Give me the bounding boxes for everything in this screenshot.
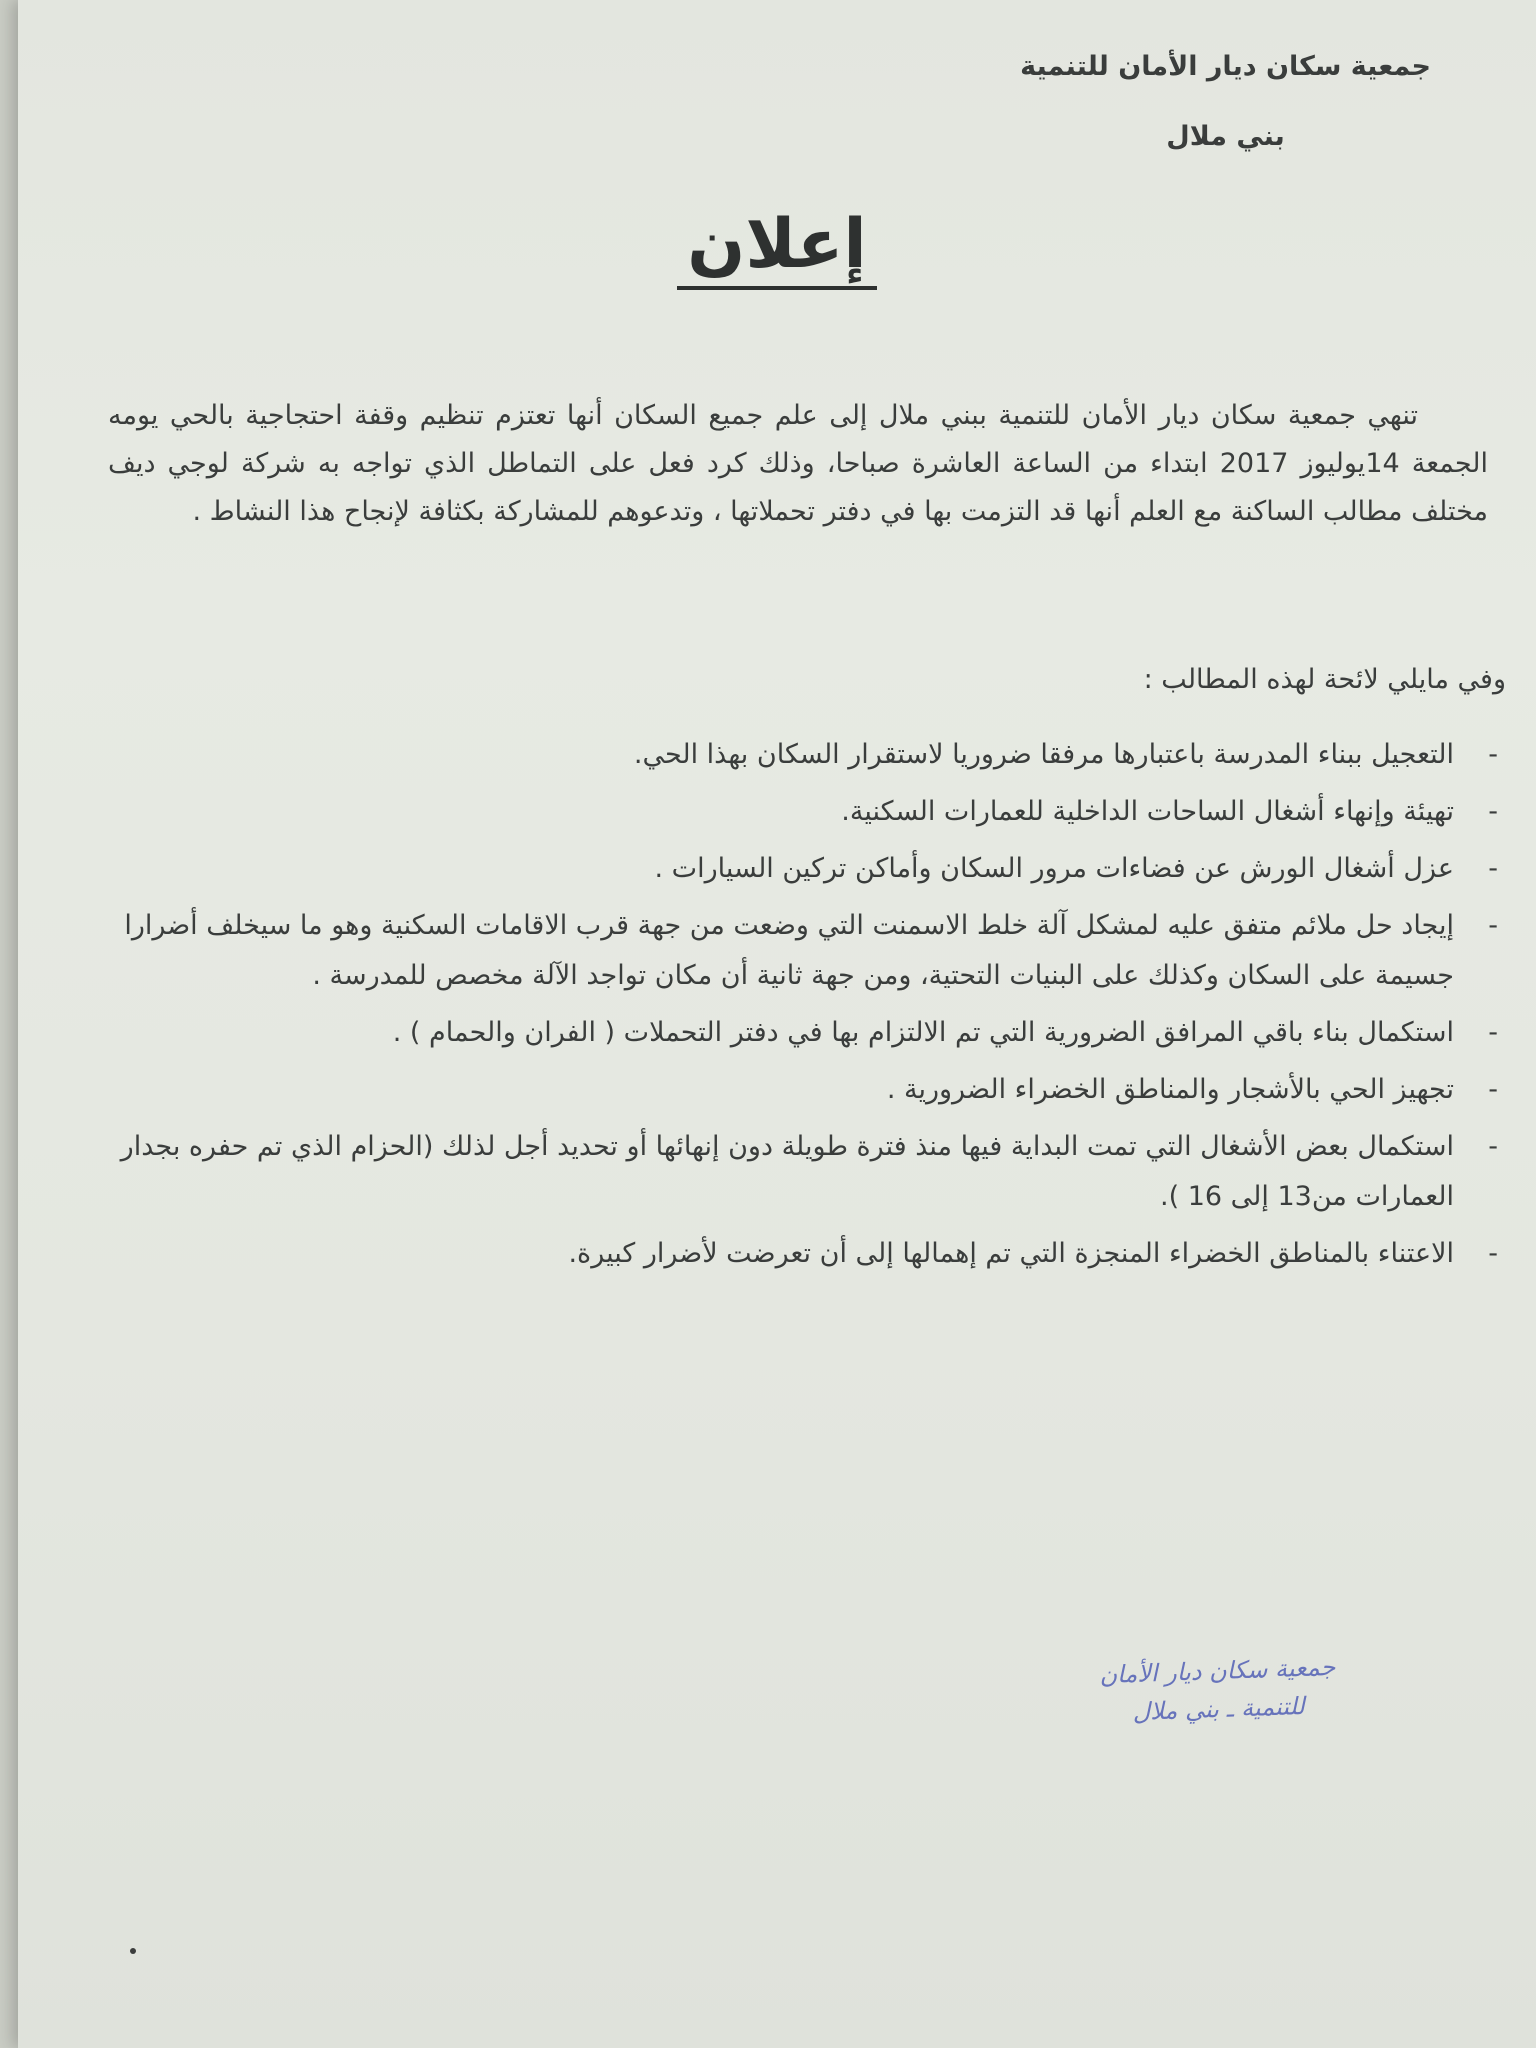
stamp-line-1: جمعية سكان ديار الأمان [1098,1652,1336,1690]
demand-item [98,787,1498,837]
bullet-dash: - [1488,910,1498,941]
demand-item [98,1008,1498,1058]
bullet-dash: - [1488,1131,1498,1162]
demand-text: الاعتناء بالمناطق الخضراء المنجزة التي تم إهمالها إلى أن تعرضت لأضرار كبيرة. [568,1238,1454,1269]
demand-item [98,730,1498,780]
stamp-line-2: للتنمية ـ بني ملال [1132,1691,1306,1726]
intro-paragraph: تنهي جمعية سكان ديار الأمان للتنمية ببني ملال إلى علم جميع السكان أنها تعتزم تنظيم وقفة احتجاجية بالحي يومه الجمعة 14يوليوز 2017 ابتداء من الساعة العاشرة صباحا، وذلك كرد فعل على التماطل الذي تواجه به شركة لوجي ديف مختلف مطالب الساكنة مع العلم أنها قد التزمت بها في دفتر تحملاتها ، وتدعوهم للمشاركة بكثافة لإنجاح هذا النشاط . [108,400,1488,527]
demand-text: استكمال بناء باقي المرافق الضرورية التي تم الالتزام بها في دفتر التحملات ( الفران والحمام ) . [392,1017,1454,1048]
announcement-page [18,0,1536,2048]
demands-list [98,730,1498,1286]
organization-name: جمعية سكان ديار الأمان للتنمية [1020,51,1431,82]
bullet-dash: - [1488,853,1498,884]
demand-text: عزل أشغال الورش عن فضاءات مرور السكان وأماكن تركين السيارات . [654,853,1454,884]
demand-item [98,844,1498,894]
organization-city: بني ملال [1166,120,1285,152]
demand-item [98,1229,1498,1279]
bullet-dash: - [1488,1238,1498,1269]
demand-text: تجهيز الحي بالأشجار والمناطق الخضراء الضرورية . [886,1074,1454,1105]
demand-item [98,1065,1498,1115]
demand-item [98,1122,1498,1222]
ink-dot [130,1948,136,1954]
organization-header [1020,50,1431,154]
demand-text: استكمال بعض الأشغال التي تمت البداية فيها منذ فترة طويلة دون إنهائها أو تحديد أجل لذلك (الحزام الذي تم حفره بجدار العمارات من13 إلى 16 ). [120,1131,1454,1212]
bullet-dash: - [1488,739,1498,770]
bullet-dash: - [1488,796,1498,827]
bullet-dash: - [1488,1017,1498,1048]
demands-lead: وفي مايلي لائحة لهذه المطالب : [1143,664,1506,695]
document-title-wrapper [18,205,1536,290]
demand-text: التعجيل ببناء المدرسة باعتبارها مرفقا ضروريا لاستقرار السكان بهذا الحي. [633,739,1454,770]
demand-item [98,901,1498,1001]
bullet-dash: - [1488,1074,1498,1105]
demand-text: إيجاد حل ملائم متفق عليه لمشكل آلة خلط الاسمنت التي وضعت من جهة قرب الاقامات السكنية وهو ما سيخلف أضرارا جسيمة على السكان وكذلك على البنيات التحتية، ومن جهة ثانية أن مكان تواجد الآلة مخصص للمدرسة . [124,910,1454,991]
document-title: إعلان [677,205,876,290]
demand-text: تهيئة وإنهاء أشغال الساحات الداخلية للعمارات السكنية. [841,796,1454,827]
association-stamp [1099,1648,1338,1732]
